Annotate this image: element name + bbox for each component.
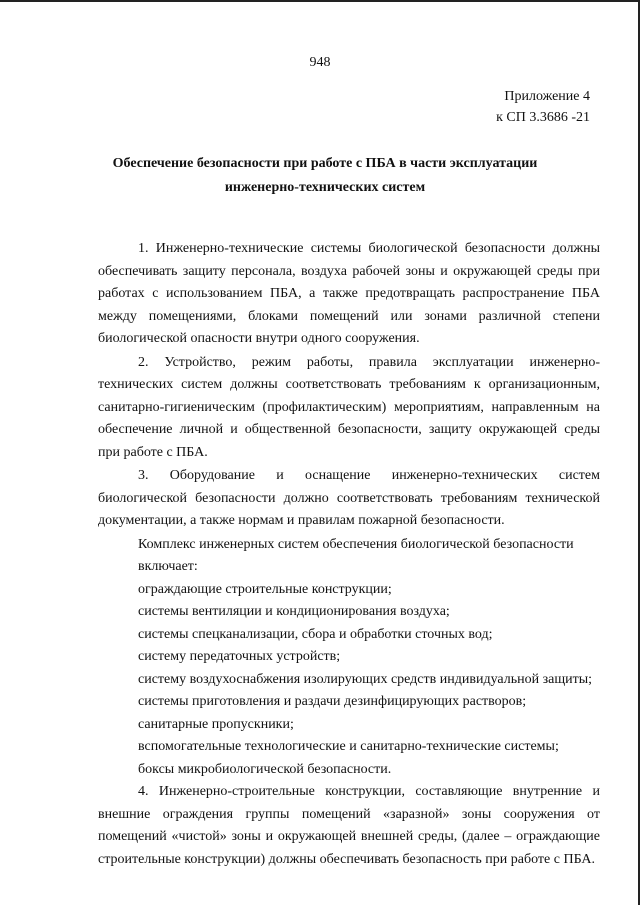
list-item: санитарные пропускники;	[138, 716, 294, 732]
list-item: системы спецканализации, сбора и обработки сточных вод;	[138, 626, 493, 642]
title-line-1: Обеспечение безопасности при работе с ПБА в части эксплуатации	[112, 156, 538, 171]
paragraph-2: 2. Устройство, режим работы, правила эксплуатации инженерно-технических систем должны соответствовать требованиям к организационным, санитарно-гигиеническим (профилактическим) мероприятиям, направленным на обеспечение личной и общественной безопасности, защиту окружающей среды при работе с ПБА.	[98, 354, 600, 460]
appendix-reference: к СП 3.3686 -21	[496, 110, 590, 125]
list-item: ограждающие строительные конструкции;	[138, 581, 392, 597]
document-title	[90, 152, 560, 200]
document-body	[98, 238, 600, 872]
list-item: вспомогательные технологические и санитарно-технические системы;	[138, 739, 559, 754]
title-line-2: инженерно-технических систем	[224, 180, 426, 195]
paragraph-4: 4. Инженерно-строительные конструкции, составляющие внутренние и внешние ограждения группы помещений «заразной» зоны сооружения от помещений «чистой» зоны и окружающей внешней среды, (далее – ограждающие строительные конструкции) должны обеспечивать безопасность при работе с ПБА.	[98, 784, 600, 867]
complex-intro: Комплекс инженерных систем обеспечения биологической безопасности включает:	[138, 536, 574, 574]
page-top-border	[0, 0, 640, 2]
list-item: систему передаточных устройств;	[138, 649, 341, 664]
appendix-header	[496, 86, 590, 128]
page-number: 948	[309, 55, 331, 70]
list-item: боксы микробиологической безопасности.	[138, 761, 392, 777]
list-item: системы приготовления и раздачи дезинфицирующих растворов;	[138, 694, 527, 709]
paragraph-1: 1. Инженерно-технические системы биологической безопасности должны обеспечивать защиту персонала, воздуха рабочей зоны и окружающей среды при работах с использованием ПБА, а также предотвращать распространение ПБА между помещениями, блоками помещений или зонами различной степени биологической опасности внутри одного сооружения.	[98, 241, 600, 346]
list-item: систему воздухоснабжения изолирующих средств индивидуальной защиты;	[138, 671, 593, 687]
list-item: системы вентиляции и кондиционирования воздуха;	[138, 604, 450, 619]
paragraph-3: 3. Оборудование и оснащение инженерно-технических систем биологической безопасности должно соответствовать требованиям технической документации, а также нормам и правилам пожарной безопасности.	[98, 468, 600, 528]
appendix-label: Приложение 4	[504, 89, 590, 104]
